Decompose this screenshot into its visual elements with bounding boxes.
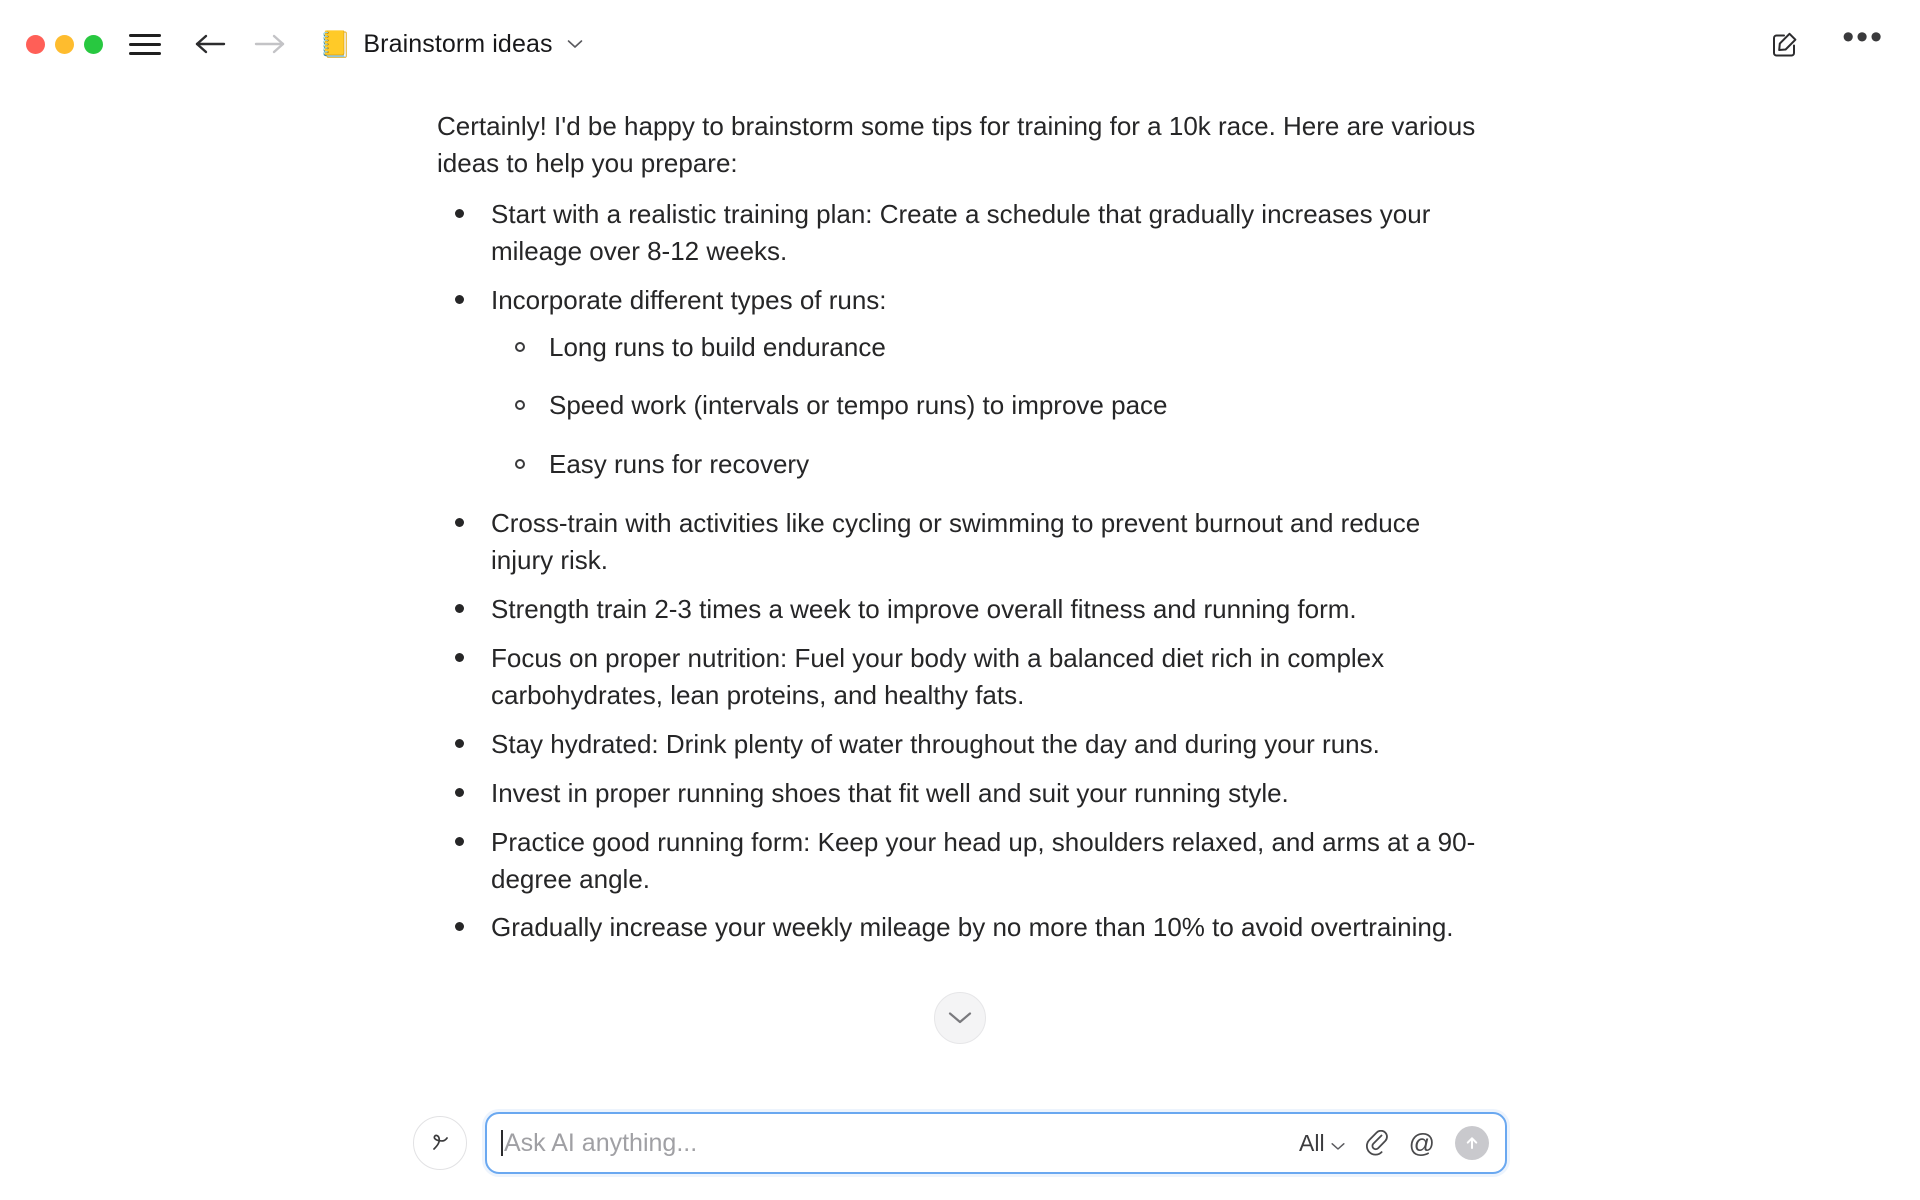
bullet-icon [455, 209, 464, 218]
list-item [491, 775, 1485, 812]
list-item [491, 196, 1485, 270]
sub-list-item-text: Easy runs for recovery [549, 449, 810, 480]
scroll-down-button[interactable] [934, 992, 986, 1044]
document-title-button[interactable] [319, 30, 583, 59]
list-item-text: Invest in proper running shoes that fit well and suit your running style. [491, 777, 1289, 808]
bullet-icon [455, 518, 464, 527]
list-item-text: Incorporate different types of runs: [491, 284, 887, 315]
forward-arrow-icon[interactable] [251, 25, 289, 63]
chevron-down-icon [1331, 1130, 1345, 1157]
document-body [435, 88, 1485, 946]
sub-list-item [549, 446, 1485, 483]
list-item [491, 726, 1485, 763]
attach-icon[interactable] [1365, 1130, 1389, 1156]
compose-icon[interactable] [1770, 29, 1800, 59]
bullet-icon [455, 739, 464, 748]
menu-line [129, 52, 161, 55]
back-arrow-icon[interactable] [191, 25, 229, 63]
sub-list-item [549, 387, 1485, 424]
list-item-text: Strength train 2-3 times a week to improve overall fitness and running form. [491, 594, 1357, 625]
document-scroll-area[interactable] [0, 88, 1920, 1108]
text-cursor [501, 1130, 503, 1156]
list-item [491, 282, 1485, 484]
page-title: Brainstorm ideas [363, 29, 553, 58]
list-item-text: Start with a realistic training plan: Create a schedule that gradually increases your mileage over 8-12 weeks. [491, 198, 1431, 266]
list-item [491, 824, 1485, 898]
bullet-icon [455, 604, 464, 613]
intro-paragraph: Certainly! I'd be happy to brainstorm some tips for training for a 10k race. Here are various ideas to help you prepare: [437, 111, 1476, 178]
list-item-text: Focus on proper nutrition: Fuel your body with a balanced diet rich in complex carbohydrates, lean proteins, and healthy fats. [491, 642, 1385, 710]
bullet-icon [455, 788, 464, 797]
zoom-window-button[interactable] [84, 35, 103, 54]
sub-list-item-text: Speed work (intervals or tempo runs) to improve pace [549, 390, 1168, 421]
ai-mode-button[interactable] [413, 1116, 467, 1170]
menu-line [129, 43, 161, 46]
prompt-input[interactable]: Ask AI anything... [504, 1128, 698, 1157]
composer-bar [0, 1112, 1920, 1174]
list-item-text: Cross-train with activities like cycling or swimming to prevent burnout and reduce injury risk. [491, 508, 1421, 576]
window-controls [26, 35, 103, 54]
close-window-button[interactable] [26, 35, 45, 54]
navigation-controls [191, 25, 289, 63]
hollow-bullet-icon [515, 459, 525, 469]
list-item-text: Practice good running form: Keep your head up, shoulders relaxed, and arms at a 90-degree angle. [491, 826, 1476, 894]
sub-list-item [549, 329, 1485, 366]
hollow-bullet-icon [515, 400, 525, 410]
list-item [491, 640, 1485, 714]
composer-actions [1299, 1126, 1489, 1160]
sub-list-item-text: Long runs to build endurance [549, 331, 886, 362]
bullet-icon [455, 295, 464, 304]
chevron-down-icon[interactable] [567, 36, 583, 52]
bullet-icon [455, 922, 464, 931]
prompt-input-container[interactable] [485, 1112, 1507, 1174]
list-item [491, 505, 1485, 579]
mention-icon[interactable]: @ [1408, 1127, 1435, 1158]
send-button[interactable] [1455, 1126, 1489, 1160]
notebook-icon: 📒 [319, 29, 352, 59]
title-bar [0, 0, 1920, 88]
sub-list [491, 329, 1485, 484]
list-item-text: Stay hydrated: Drink plenty of water throughout the day and during your runs. [491, 728, 1380, 759]
menu-line [129, 34, 161, 37]
list-item [491, 909, 1485, 946]
list-item-text: Gradually increase your weekly mileage by no more than 10% to avoid overtraining. [491, 912, 1454, 943]
scope-label: All [1299, 1129, 1325, 1156]
title-bar-actions [1770, 18, 1884, 59]
hollow-bullet-icon [515, 342, 525, 352]
minimize-window-button[interactable] [55, 35, 74, 54]
bullet-icon [455, 837, 464, 846]
tips-list [435, 196, 1485, 947]
list-item [491, 591, 1485, 628]
more-options-icon[interactable]: ••• [1842, 18, 1884, 56]
scope-selector[interactable] [1299, 1130, 1345, 1157]
menu-icon[interactable] [129, 30, 163, 58]
bullet-icon [455, 653, 464, 662]
